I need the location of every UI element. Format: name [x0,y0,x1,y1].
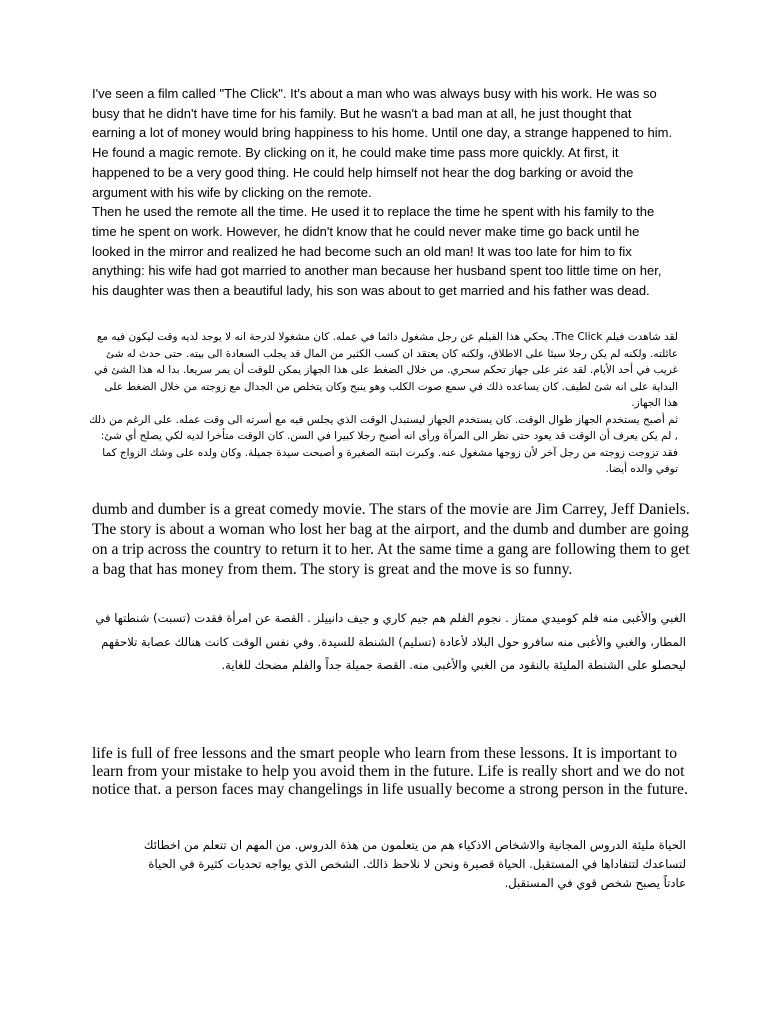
paragraph: dumb and dumber is a great comedy movie. The stars of the movie are Jim Carrey, Jeff Daniels. The story is about a woman who lost her bag at the airport, and the dumb and dumber are going on a trip across the country to return it to her. At the same time a gang are following them to get a bag that has money from them. The story is great and the move is so funny. [92,501,690,578]
paragraph: الحياة مليئة الدروس المجانية والاشخاص الاذكياء هم من يتعلمون من هذة الدروس. من المهم ان تتعلم من اخطائك [143,838,686,852]
paragraph: I've seen a film called "The Click". It's about a man who was always busy with his work. He was so busy that he didn't have time for his family. But he wasn't a bad man at all, he just thought that earning a lot of money would bring happiness to his home. Until one day, a strange happened to him. He found a magic remote. By clicking on it, he could make time pass more quickly. At first, it happened to be a very good thing. He could help himself not hear the dog barking or avoid the argument with his wife by clicking on the remote. [92,86,673,200]
life-lessons-english [92,745,692,799]
click-review-english [92,84,678,301]
paragraph: ثم أصبح يستخدم الجهاز طوال الوقت. كان يستخدم الجهاز ليستبدل الوقت الذي يجلس فيه مع أسرته الى وقت عمله. على الرغم من ذلك , لم يكن يعرف أن الوقت قد يعود حتى نظر الى المرآة ورأى انه أصبح رجلا كبيرا في السن. كان الوقت متأخرا لديه لكي يصلح أي شئ: فقد تزوجت زوجته من رجل آخر لأن زوجها مشغول عنه. وكبرت ابنته الصغيرة و أصبحت سيدة جميلة. وكان ولده على وشك الزواج كما توفي والده أيضا. [89,413,678,475]
life-lessons-arabic [90,836,686,893]
dumb-and-dumber-review-english [92,500,692,580]
paragraph: life is full of free lessons and the smart people who learn from these lessons. It is important to learn from your mistake to help you avoid them in the future. Life is really short and we do not notice that. a person faces may changelings in life usually become a strong person in the future. [92,745,688,798]
click-review-arabic [88,329,678,478]
paragraph: Then he used the remote all the time. He used it to replace the time he spent with his family to the time he spent on work. However, he didn't know that he could never make time go back until he looked in the mirror and realized he had become such an old man! It was too late for him to fix anything: his wife had got married to another man because her husband spent too little time on her, his daughter was then a beautiful lady, his son was about to get married and his father was dead. [92,204,662,299]
paragraph: عادتاً يصبح شخص قوي في المستقبل. [504,876,686,890]
paragraph: لتساعدك لتتفاداها في المستقبل. الحياة قصيرة ونحن لا نلاحظ ذالك. الشخص الذي يواجه تحديات كثيرة في الحياة [148,857,686,871]
paragraph: لقد شاهدت فيلم The Click. يحكي هذا الفيلم عن رجل مشغول دائما في عمله. كان مشغولا لدرجة انه لا يوجد لديه وقت ليكون فيه مع عائلته. ولكنه لم يكن رجلا سيئا على الاطلاق، ولكنه كان يعتقد ان كسب الكثير من المال قد يجلب السعادة الى بيته. حتى حدث له شئ غريب في أحد الأيام. لقد عثر على جهاز تحكم سحري. من خلال الضغط على هذا الجهاز يمكن للوقت أن يمر سريعا. بدا له هذا الشئ في البداية على انه شئ لطيف. كان يساعده ذلك في سمع صوت الكلب وهو ينبح وكان يتخلص من الجدال مع زوجته من خلال الضغط على هذا الجهاز. [94,331,678,409]
paragraph: الغبي والأغبى منه فلم كوميدي ممتاز . نجوم الفلم هم جيم كاري و جيف دانييلز . القصة عن امرأة فقدت (تسبت) شنطتها في المطار، والغبي والأغبى منه سافرو حول البلاد لأعادة (تسليم) الشنطة للسيدة. وفي نفس الوقت كانت هنالك عصابة تلاحقهم ليحصلو على الشنطة المليئة بالنقود من الغبي والأغبى منه. القصة جميلة جداً والفلم مضحك للغاية. [95,611,686,672]
dumb-and-dumber-review-arabic [90,607,686,678]
